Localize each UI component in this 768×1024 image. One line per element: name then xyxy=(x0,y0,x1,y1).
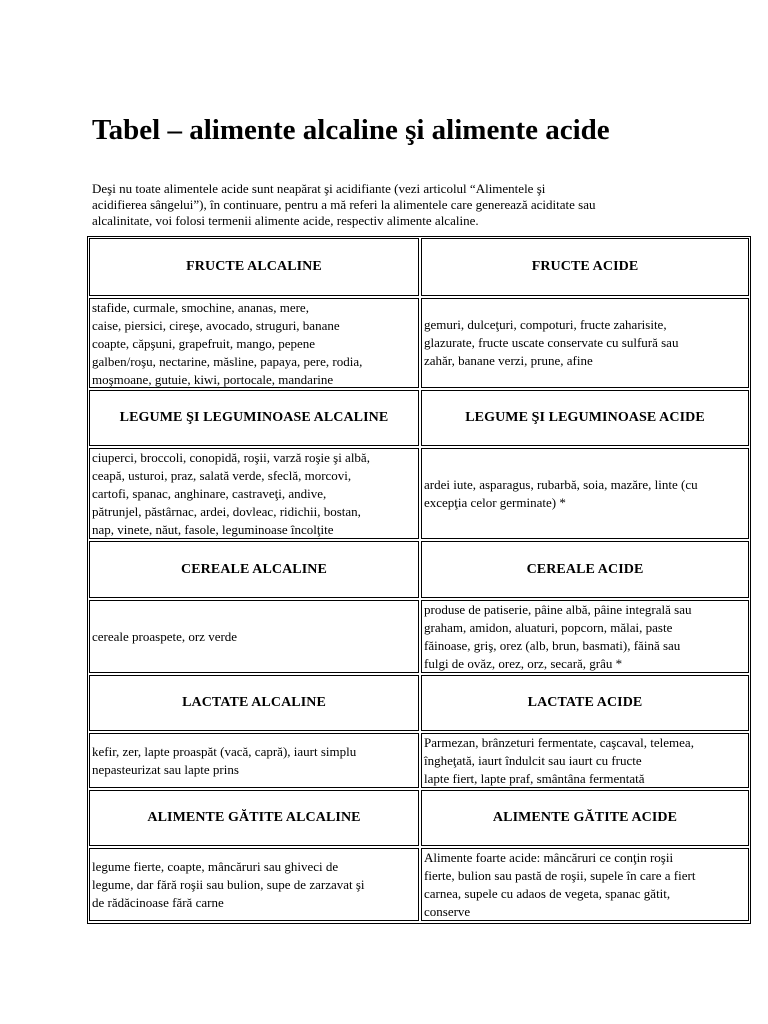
table-cell xyxy=(89,848,419,921)
table-header-cell: LEGUME ŞI LEGUMINOASE ALCALINE xyxy=(89,390,419,446)
intro-line: acidifierea sângelui”), în continuare, pentru a mă referi la alimentele care generează aciditate sau xyxy=(92,197,596,212)
intro-line: Deşi nu toate alimentele acide sunt neapărat şi acidifiante (vezi articolul “Alimentele şi xyxy=(92,181,546,196)
table-cell xyxy=(421,448,749,539)
table-header-cell: CEREALE ACIDE xyxy=(421,541,749,598)
table-header-cell: LACTATE ACIDE xyxy=(421,675,749,731)
table-header-cell: FRUCTE ALCALINE xyxy=(89,238,419,296)
table-header-cell: LEGUME ŞI LEGUMINOASE ACIDE xyxy=(421,390,749,446)
table-header-cell: FRUCTE ACIDE xyxy=(421,238,749,296)
table-header-cell: ALIMENTE GĂTITE ALCALINE xyxy=(89,790,419,846)
cell-text: cereale proaspete, orz verde xyxy=(92,628,238,644)
table-header-cell: LACTATE ALCALINE xyxy=(89,675,419,731)
table-header-cell: ALIMENTE GĂTITE ACIDE xyxy=(421,790,749,846)
table-cell xyxy=(421,848,749,921)
intro-paragraph xyxy=(92,181,752,229)
cell-text: ciuperci, broccoli, conopidă, roşii, varză roşie şi albă, ceapă, usturoi, praz, salată verde, sfeclă, morcovi, cartofi, spanac, anghinare, castraveţi, andive, pătrunjel, păstârnac, ardei, dovleac, ridichii, bostan, nap, vinete, năut, fasole, leguminoase încolţite xyxy=(92,450,370,537)
table-cell xyxy=(421,600,749,673)
table-cell xyxy=(421,733,749,788)
table-header-cell: CEREALE ALCALINE xyxy=(89,541,419,598)
cell-text: stafide, curmale, smochine, ananas, mere, caise, piersici, cireşe, avocado, struguri, banane coapte, căpşuni, grapefruit, mango, pepene galben/roşu, nectarine, măsline, papaya, pere, rodia, moşmoane, gutuie, kiwi, portocale, mandarine xyxy=(92,300,363,387)
cell-text: Parmezan, brânzeturi fermentate, caşcaval, telemea, îngheţată, iaurt îndulcit sau iaurt cu fructe lapte fiert, lapte praf, smântâna fermentată xyxy=(424,735,694,786)
cell-text: legume fierte, coapte, mâncăruri sau ghiveci de legume, dar fără roşii sau bulion, supe de zarzavat şi de rădăcinoase fără carne xyxy=(92,858,365,910)
table-cell xyxy=(89,600,419,673)
table-cell xyxy=(89,298,419,388)
page-title: Tabel – alimente alcaline şi alimente acide xyxy=(92,114,610,146)
table-cell xyxy=(89,448,419,539)
cell-text: gemuri, dulceţuri, compoturi, fructe zaharisite, glazurate, fructe uscate conservate cu sulfură sau zahăr, banane verzi, prune, afine xyxy=(424,317,679,368)
cell-text: produse de patiserie, pâine albă, pâine integrală sau graham, amidon, aluaturi, popcorn, mălai, paste făinoase, griş, orez (alb, brun, basmati), făină sau fulgi de ovăz, orez, orz, secară, grâu * xyxy=(424,602,692,671)
intro-line: alcalinitate, voi folosi termenii alimente acide, respectiv alimente alcaline. xyxy=(92,213,479,228)
cell-text: Alimente foarte acide: mâncăruri ce conţin roşii fierte, bulion sau pastă de roşii, supele în care a fiert carnea, supele cu adaos de vegeta, spanac gătit, conserve xyxy=(424,850,696,919)
cell-text: kefir, zer, lapte proaspăt (vacă, capră), iaurt simplu nepasteurizat sau lapte prins xyxy=(92,743,357,777)
table-cell xyxy=(421,298,749,388)
table-cell xyxy=(89,733,419,788)
cell-text: ardei iute, asparagus, rubarbă, soia, mazăre, linte (cu excepţia celor germinate) * xyxy=(424,476,698,510)
